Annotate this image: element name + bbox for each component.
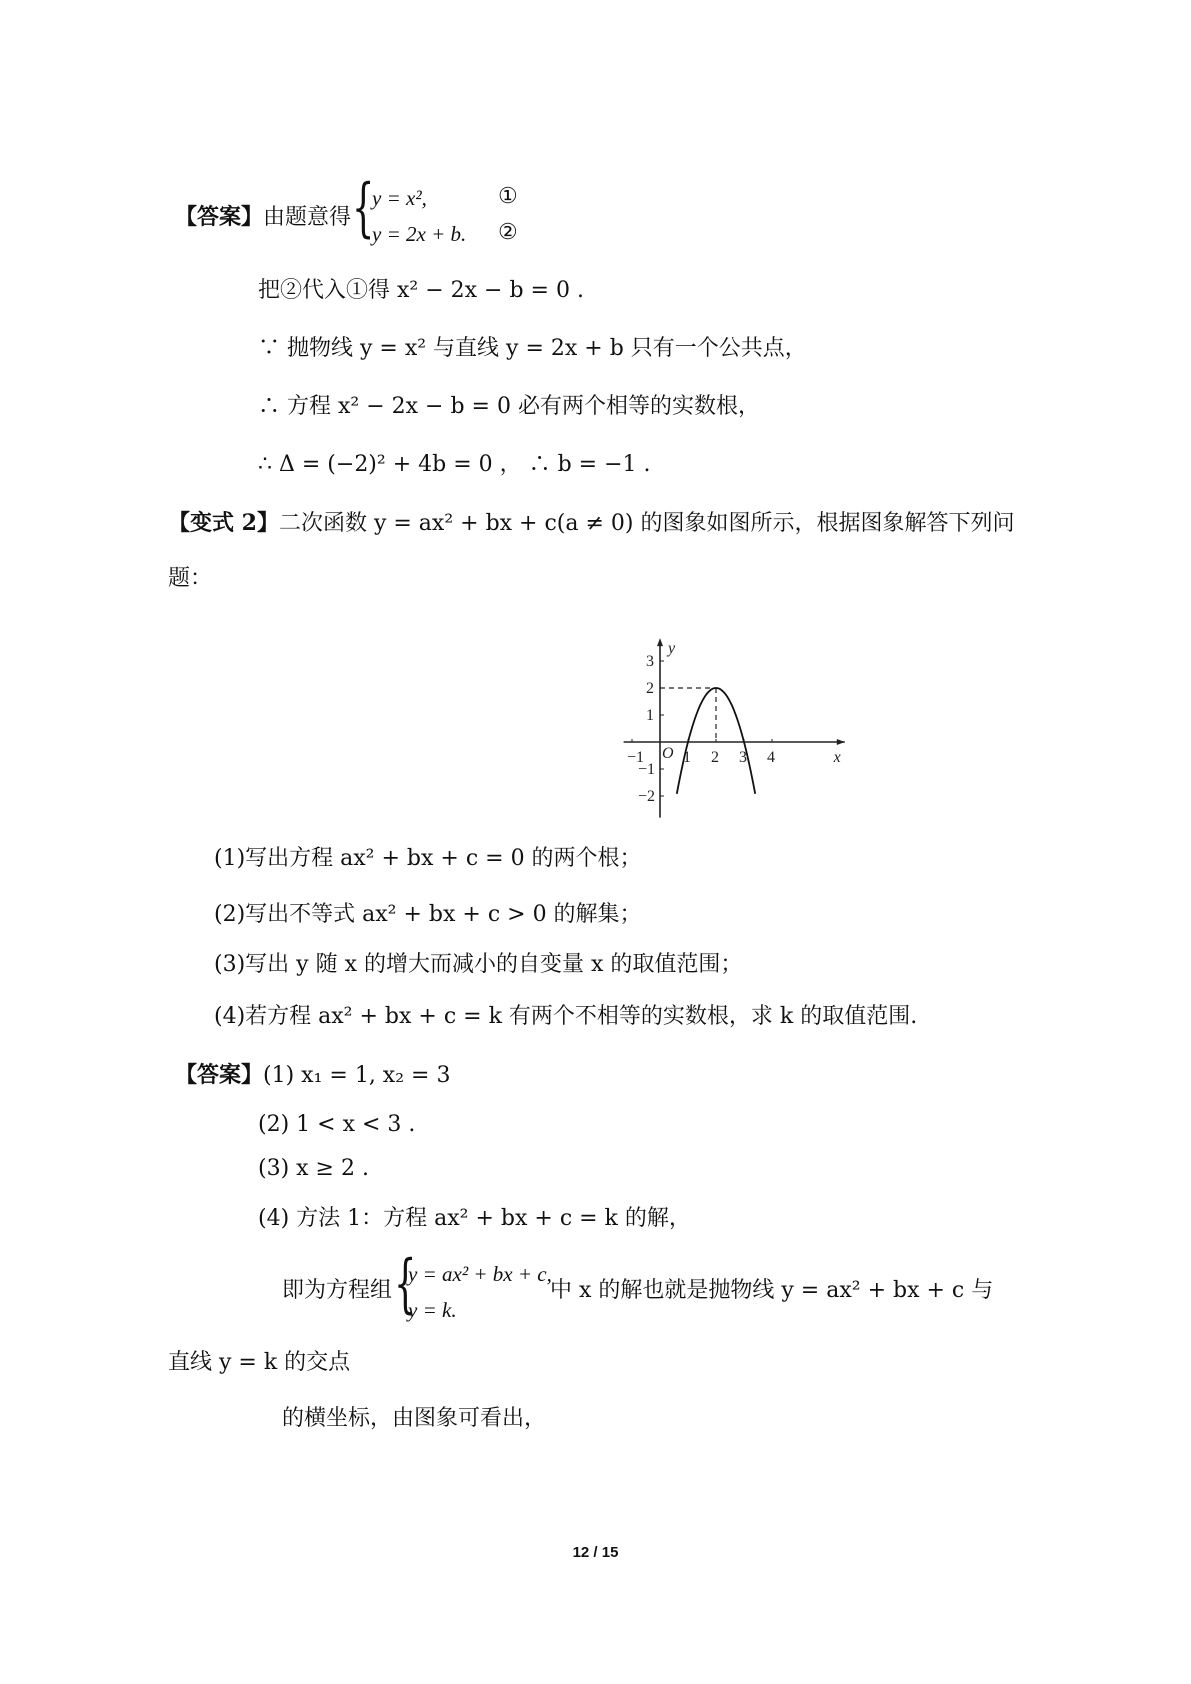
system-eq-2: y = 2x + b.	[372, 222, 467, 246]
page-number: 12 / 15	[572, 1544, 619, 1561]
x-tick-label: 4	[767, 749, 775, 766]
question-3: (3)写出 y 随 x 的增大而减小的自变量 x 的取值范围；	[214, 952, 743, 977]
question-4: (4)若方程 ax² + bx + c = k 有两个不相等的实数根，求 k 的取值范围.	[214, 1004, 918, 1029]
x-axis-arrow	[837, 739, 845, 745]
variant2-heading: 【变式 2】二次函数 y = ax² + bx + c(a ≠ 0) 的图象如图所示，根据图象解答下列问	[168, 510, 1015, 536]
parabola-graph	[627, 639, 880, 830]
answer2-line-1: 【答案】(1) x₁ = 1, x₂ = 3	[175, 1062, 451, 1088]
x-tick-label: 1	[683, 749, 691, 766]
question-2: (2)写出不等式 ax² + bx + c > 0 的解集；	[214, 902, 642, 927]
answer2-a1: (1) x₁ = 1, x₂ = 3	[263, 1063, 451, 1088]
y-tick-label: 3	[646, 653, 654, 670]
left-brace-2: {	[394, 1247, 417, 1321]
origin-label: O	[662, 745, 674, 762]
question-1: (1)写出方程 ax² + bx + c = 0 的两个根；	[214, 846, 642, 871]
answer1-line-3: ∴ 方程 x² − 2x − b = 0 必有两个相等的实数根，	[258, 394, 760, 419]
variant2-text: 二次函数 y = ax² + bx + c(a ≠ 0) 的图象如图所示，根据图象解答下列问	[278, 511, 1015, 536]
answer2-cont-1: 直线 y = k 的交点	[168, 1350, 351, 1375]
system2-eq-1: y = ax² + bx + c,	[408, 1262, 552, 1286]
y-axis-arrow	[657, 638, 663, 646]
x-tick-label: −1	[627, 749, 645, 766]
y-tick-label: 2	[646, 680, 654, 697]
answer-intro: 由题意得	[263, 205, 352, 230]
y-tick-label: −1	[638, 761, 656, 778]
x-tick-label: 2	[711, 749, 719, 766]
x-tick-label: 3	[739, 749, 747, 766]
y-axis-label: y	[668, 639, 676, 657]
answer1-line-1: 把②代入①得 x² − 2x − b = 0 .	[258, 278, 584, 303]
y-tick-label: 1	[646, 707, 654, 724]
answer2-a3: (3) x ≥ 2 .	[258, 1156, 369, 1181]
answer2-a2: (2) 1 < x < 3 .	[258, 1112, 416, 1137]
variant2-text-cont: 题：	[168, 566, 213, 591]
system2-eq-2: y = k.	[408, 1298, 457, 1322]
graph-tick-labels	[627, 640, 841, 805]
answer2-a4: (4) 方法 1：方程 ax² + bx + c = k 的解，	[258, 1206, 691, 1231]
circled-mark-2: ②	[498, 220, 518, 245]
graph-axes	[624, 638, 845, 818]
left-brace: {	[352, 171, 375, 245]
answer-label: 【答案】由题意得	[175, 204, 352, 230]
y-tick-label: −2	[638, 788, 656, 805]
answer1-line-4: ∴ Δ = (−2)² + 4b = 0 ， ∴ b = −1 .	[258, 452, 651, 477]
circled-mark-1: ①	[498, 184, 518, 209]
answer2-sys-intro: 即为方程组	[282, 1278, 393, 1303]
answer2-cont-2: 的横坐标，由图象可看出，	[282, 1406, 547, 1431]
answer1-line-2: ∵ 抛物线 y = x² 与直线 y = 2x + b 只有一个公共点，	[258, 336, 807, 361]
system-eq-1: y = x²,	[372, 186, 427, 210]
answer2-sys-after: 中 x 的解也就是抛物线 y = ax² + bx + c 与	[550, 1278, 994, 1303]
x-axis-label: x	[833, 749, 841, 766]
